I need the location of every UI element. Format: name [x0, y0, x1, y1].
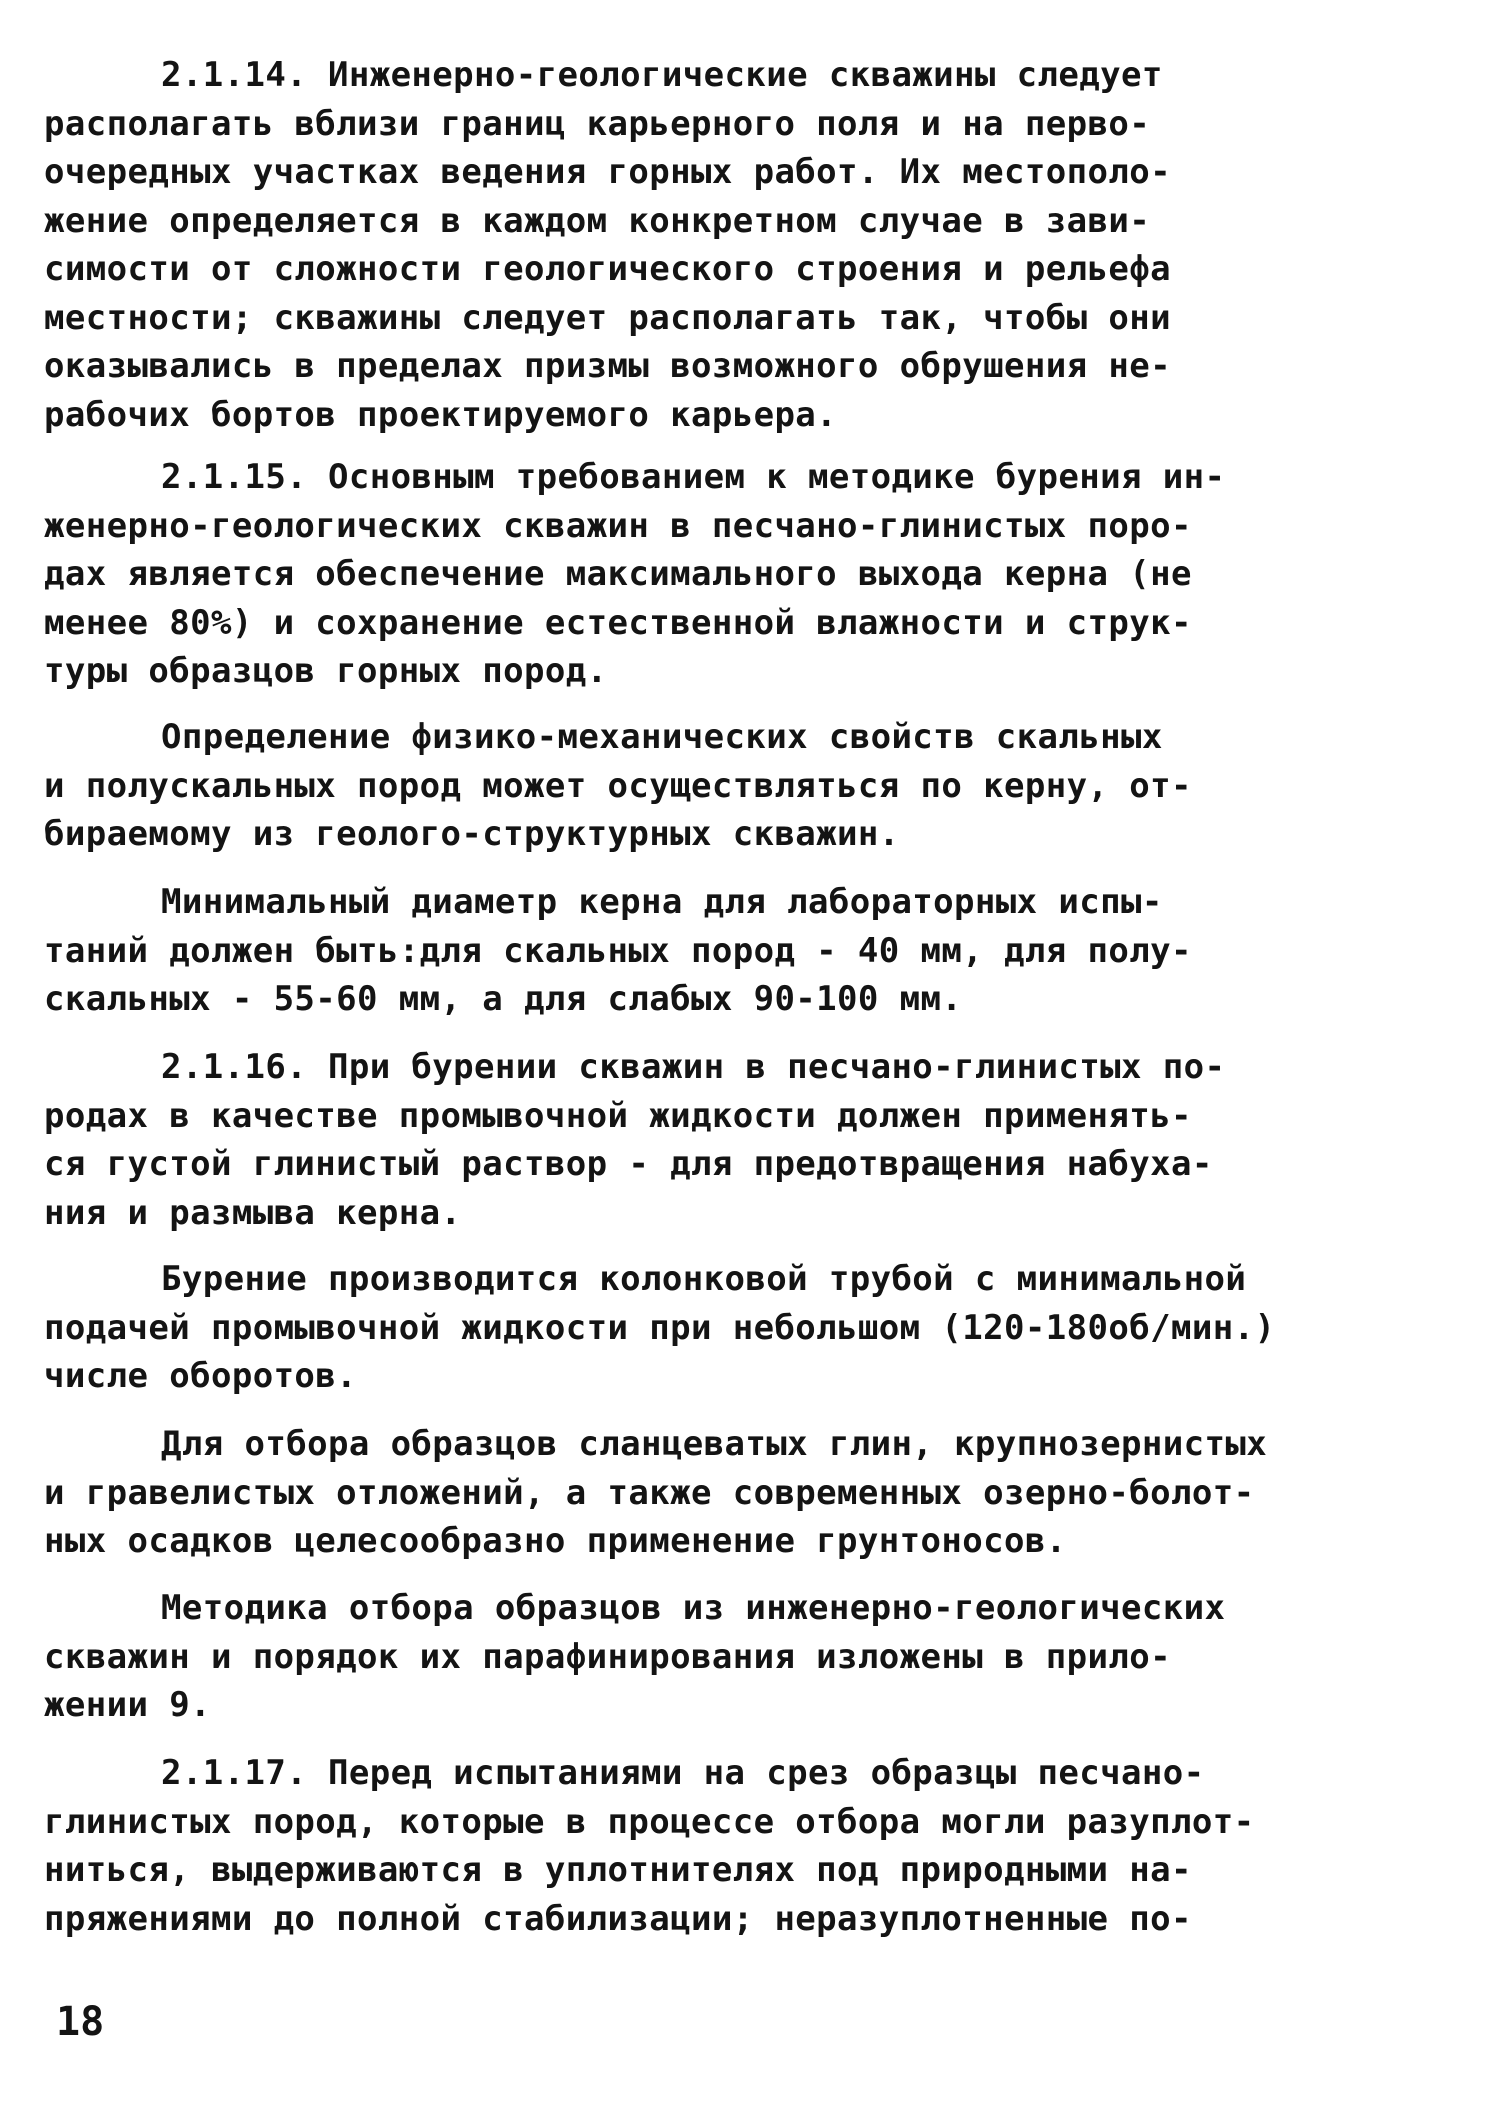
text-line: числе оборотов. [44, 1356, 358, 1396]
page-number: 18 [56, 1999, 105, 2045]
text-line: Бурение производится колонковой трубой с минимальной [161, 1259, 1247, 1299]
paragraph-drilling-method [44, 1255, 1434, 1401]
text-line: местности; скважины следует располагать так, чтобы они [44, 297, 1171, 338]
paragraph-properties-determination [44, 713, 1434, 859]
text-line: 2.1.15. Основным требованием к методике бурения ин- [161, 457, 1226, 497]
text-line: Методика отбора образцов из инженерно-геологических [161, 1588, 1226, 1628]
text-line: Минимальный диаметр керна для лабораторных испы- [161, 882, 1163, 922]
text-line: ния и размыва керна. [44, 1192, 462, 1233]
text-line: бираемому из геолого-структурных скважин. [44, 814, 900, 854]
paragraph-2-1-14 [44, 51, 1434, 439]
text-line: жение определяется в каждом конкретном случае в зави- [44, 200, 1151, 241]
paragraph-2-1-15 [44, 453, 1434, 696]
text-line: 2.1.17. Перед испытаниями на срез образцы песчано- [161, 1753, 1205, 1793]
text-line: ниться, выдерживаются в уплотнителях под природными на- [44, 1850, 1192, 1890]
text-line: и полускальных пород может осуществляться по керну, от- [44, 765, 1192, 806]
text-line: скважин и порядок их парафинирования изложены в прило- [44, 1636, 1171, 1677]
paragraph-2-1-16 [44, 1043, 1434, 1237]
text-line: Определение физико-механических свойств скальных [161, 717, 1163, 757]
text-line: ся густой глинистый раствор - для предотвращения набуха- [44, 1144, 1213, 1184]
paragraph-2-1-17 [44, 1749, 1434, 1943]
paragraph-core-diameter [44, 878, 1434, 1024]
text-line: женерно-геологических скважин в песчано-глинистых поро- [44, 505, 1192, 546]
text-line: скальных - 55-60 мм, а для слабых 90-100 мм. [44, 979, 963, 1019]
text-line: ных осадков целесообразно применение грунтоносов. [44, 1521, 1067, 1561]
text-line: 2.1.14. Инженерно-геологические скважины следует [161, 55, 1163, 95]
text-line: и гравелистых отложений, а также современных озерно-болот- [44, 1472, 1255, 1513]
text-line: глинистых пород, которые в процессе отбора могли разуплот- [44, 1801, 1255, 1842]
text-line: родах в качестве промывочной жидкости должен применять- [44, 1095, 1192, 1136]
text-line: жении 9. [44, 1685, 211, 1725]
text-line: подачей промывочной жидкости при небольшом (120-180об/мин.) [44, 1307, 1276, 1348]
text-line: очередных участках ведения горных работ. Их местополо- [44, 152, 1171, 192]
text-line: Для отбора образцов сланцеватых глин, крупнозернистых [161, 1424, 1268, 1464]
text-line: туры образцов горных пород. [44, 651, 608, 691]
paragraph-sampling-method [44, 1584, 1434, 1730]
paragraph-soil-samplers [44, 1420, 1434, 1566]
text-line: дах является обеспечение максимального выхода керна (не [44, 554, 1192, 594]
text-line: 2.1.16. При бурении скважин в песчано-глинистых по- [161, 1047, 1226, 1087]
text-line: рабочих бортов проектируемого карьера. [44, 394, 838, 435]
text-line: оказывались в пределах призмы возможного обрушения не- [44, 346, 1171, 386]
text-line: таний должен быть:для скальных пород - 40 мм, для полу- [44, 930, 1192, 971]
text-line: располагать вблизи границ карьерного поля и на перво- [44, 103, 1151, 144]
text-line: менее 80%) и сохранение естественной влажности и струк- [44, 602, 1192, 643]
text-line: симости от сложности геологического строения и рельефа [44, 249, 1171, 289]
text-line: пряжениями до полной стабилизации; неразуплотненные по- [44, 1898, 1192, 1939]
